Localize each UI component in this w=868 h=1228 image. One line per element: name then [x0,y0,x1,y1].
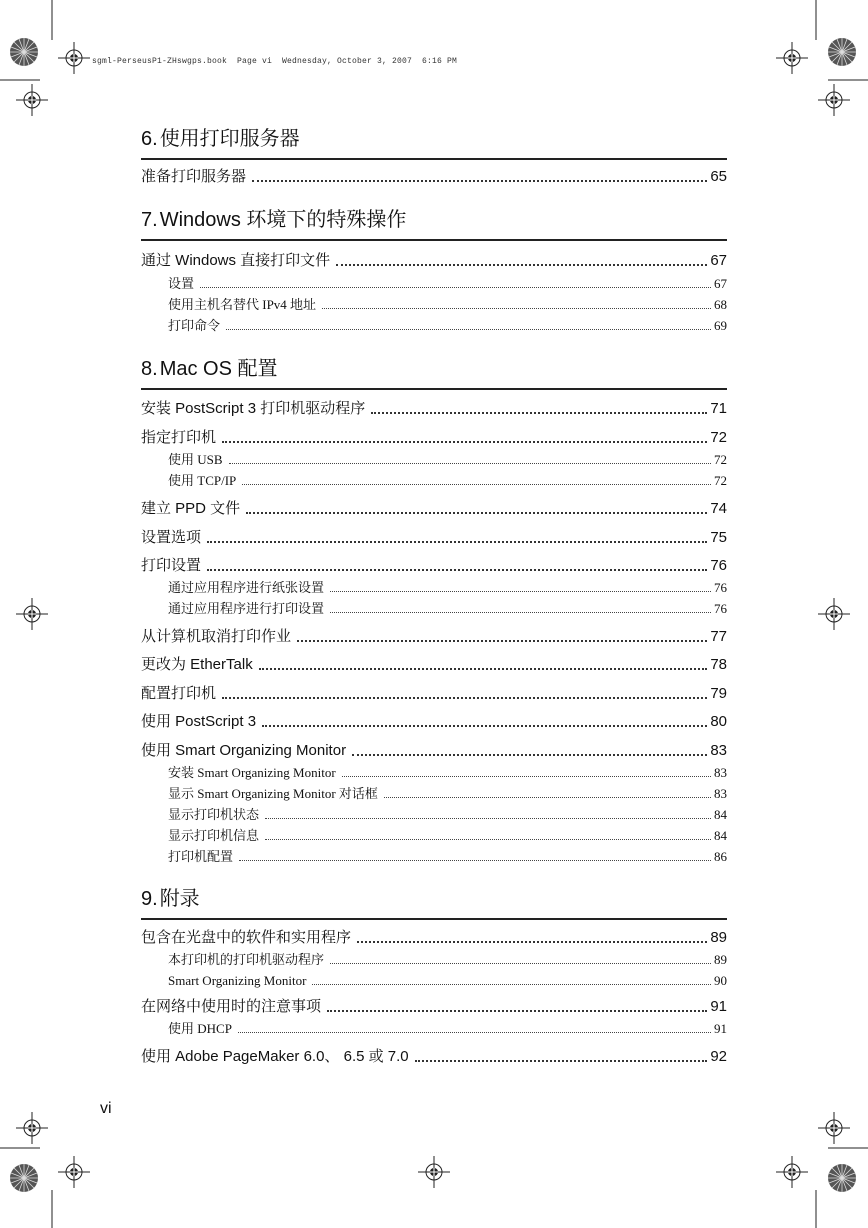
chapter-title [141,886,727,920]
toc-entry-label: 打印设置 [141,557,202,574]
toc-entry-label: 通过应用程序进行纸张设置 [168,580,325,595]
chapter-title-text: 使用打印服务器 [159,128,300,150]
toc-subentry[interactable] [168,951,727,968]
toc-subentry[interactable] [168,296,727,313]
toc-entry-label: 建立 PPD 文件 [141,500,241,517]
toc-entry-page: 65 [710,168,727,185]
toc-entry-label: Smart Organizing Monitor [168,973,307,988]
dot-leader [384,796,711,798]
chapter-title-text: Windows 环境下的特殊操作 [159,209,407,231]
toc-entry-page: 67 [710,252,727,269]
toc-subentry[interactable] [168,472,727,489]
chapter-6 [141,126,727,160]
dot-leader [330,611,711,613]
dot-leader [312,983,711,985]
toc-entry[interactable] [141,528,727,548]
dot-leader [371,411,707,414]
dot-leader [352,753,707,756]
registration-star-bottom-right [828,1164,856,1192]
toc-entry-page: 68 [714,297,727,312]
toc-entry-page: 79 [710,685,727,702]
dot-leader [238,1031,711,1033]
dot-leader [259,667,708,670]
toc-subentry[interactable] [168,451,727,468]
toc-subentry[interactable] [168,848,727,865]
toc-entry-label: 显示打印机信息 [168,828,260,843]
toc-entry-page: 83 [714,786,727,801]
toc-entry[interactable] [141,997,727,1017]
toc-entry[interactable] [141,655,727,675]
dot-leader [222,440,707,443]
toc-entry-page: 71 [710,400,727,417]
toc-entry-label: 显示打印机状态 [168,807,260,822]
dot-leader [415,1059,708,1062]
registration-star-top-right [828,38,856,66]
dot-leader [200,286,711,288]
toc-entry-page: 72 [710,429,727,446]
dot-leader [262,724,707,727]
toc-entry-page: 78 [710,656,727,673]
toc-subentry[interactable] [168,1020,727,1037]
toc-entry-page: 76 [714,580,727,595]
chapter-title [141,356,727,390]
dot-leader [357,940,707,943]
toc-entry-page: 77 [710,628,727,645]
toc-entry-label: 配置打印机 [141,685,217,702]
dot-leader [207,540,707,543]
toc-entry-label: 安装 Smart Organizing Monitor [168,765,336,780]
dot-leader [265,817,711,819]
print-slug-header: sgml-PerseusP1-ZHswgps.book Page vi Wednesday, October 3, 2007 6:16 PM [92,57,458,66]
dot-leader [252,179,707,182]
toc-entry-page: 90 [714,973,727,988]
toc-entry-label: 从计算机取消打印作业 [141,628,292,645]
toc-subentry[interactable] [168,827,727,844]
toc-entry[interactable] [141,251,727,271]
toc-entry-label: 设置 [168,276,195,291]
toc-entry-label: 本打印机的打印机驱动程序 [168,952,325,967]
toc-entry-page: 67 [714,276,727,291]
toc-entry-page: 89 [714,952,727,967]
toc-entry-page: 84 [714,807,727,822]
toc-subentry[interactable] [168,764,727,781]
toc-entry-label: 使用 Adobe PageMaker 6.0、 6.5 或 7.0 [141,1048,409,1065]
toc-entry-page: 76 [710,557,727,574]
chapter-number: 7. [141,209,158,231]
toc-entry-page: 83 [714,765,727,780]
toc-subentry[interactable] [168,972,727,989]
toc-entry-label: 在网络中使用时的注意事项 [141,998,322,1015]
dot-leader [229,462,711,464]
toc-entry-label: 使用 DHCP [168,1021,232,1036]
toc-entry-page: 76 [714,601,727,616]
chapter-number: 8. [141,358,158,380]
toc-entry-label: 设置选项 [141,529,202,546]
toc-entry-label: 显示 Smart Organizing Monitor 对话框 [168,786,378,801]
dot-leader [322,307,711,309]
chapter-7 [141,207,727,241]
toc-entry-label: 更改为 EtherTalk [141,656,253,673]
toc-entry[interactable] [141,712,727,732]
toc-entry-label: 使用主机名替代 IPv4 地址 [168,297,317,312]
toc-entry[interactable] [141,556,727,576]
toc-entry[interactable] [141,684,727,704]
dot-leader [242,483,711,485]
dot-leader [239,859,711,861]
toc-entry-page: 92 [710,1048,727,1065]
toc-entry-page: 74 [710,500,727,517]
dot-leader [330,962,711,964]
toc-entry-label: 通过 Windows 直接打印文件 [141,252,331,269]
dot-leader [207,568,707,571]
toc-entry-label: 安装 PostScript 3 打印机驱动程序 [141,400,366,417]
toc-subentry[interactable] [168,785,727,802]
toc-subentry[interactable] [168,600,727,617]
toc-entry[interactable] [141,928,727,948]
registration-star-top-left [10,38,38,66]
toc-subentry[interactable] [168,806,727,823]
dot-leader [226,328,711,330]
toc-entry-label: 准备打印服务器 [141,168,247,185]
toc-entry-label: 使用 TCP/IP [168,473,237,488]
dot-leader [246,511,707,514]
toc-entry-page: 72 [714,473,727,488]
chapter-number: 9. [141,888,158,910]
registration-star-bottom-left [10,1164,38,1192]
toc-entry[interactable] [141,741,727,761]
toc-entry[interactable] [141,1047,727,1067]
toc-entry-page: 91 [714,1021,727,1036]
toc-entry-label: 打印命令 [168,318,221,333]
chapter-9 [141,886,727,920]
chapter-title [141,207,727,241]
dot-leader [297,639,707,642]
toc-entry-page: 83 [710,742,727,759]
toc-entry[interactable] [141,399,727,419]
toc-entry-page: 69 [714,318,727,333]
toc-entry-label: 使用 USB [168,452,223,467]
toc-entry[interactable] [141,499,727,519]
toc-subentry[interactable] [168,579,727,596]
chapter-title [141,126,727,160]
chapter-title-text: Mac OS 配置 [159,358,278,380]
toc-subentry[interactable] [168,275,727,292]
toc-entry[interactable] [141,167,727,187]
toc-entry-page: 72 [714,452,727,467]
dot-leader [342,775,711,777]
dot-leader [330,590,711,592]
toc-entry-label: 通过应用程序进行打印设置 [168,601,325,616]
dot-leader [222,696,707,699]
toc-entry-page: 86 [714,849,727,864]
toc-entry-label: 包含在光盘中的软件和实用程序 [141,929,352,946]
toc-entry-page: 84 [714,828,727,843]
chapter-title-text: 附录 [159,888,200,910]
toc-entry-page: 75 [710,529,727,546]
dot-leader [327,1009,707,1012]
toc-subentry[interactable] [168,317,727,334]
chapter-number: 6. [141,128,158,150]
chapter-8 [141,356,727,390]
toc-entry[interactable] [141,627,727,647]
toc-entry-page: 89 [710,929,727,946]
dot-leader [336,263,707,266]
toc-entry-label: 使用 Smart Organizing Monitor [141,742,347,759]
toc-entry-label: 使用 PostScript 3 [141,713,257,730]
toc-entry-label: 打印机配置 [168,849,234,864]
toc-entry-label: 指定打印机 [141,429,217,446]
dot-leader [265,838,711,840]
toc-entry-page: 91 [710,998,727,1015]
toc-entry-page: 80 [710,713,727,730]
page-number: vi [100,1100,112,1117]
toc-entry[interactable] [141,428,727,448]
